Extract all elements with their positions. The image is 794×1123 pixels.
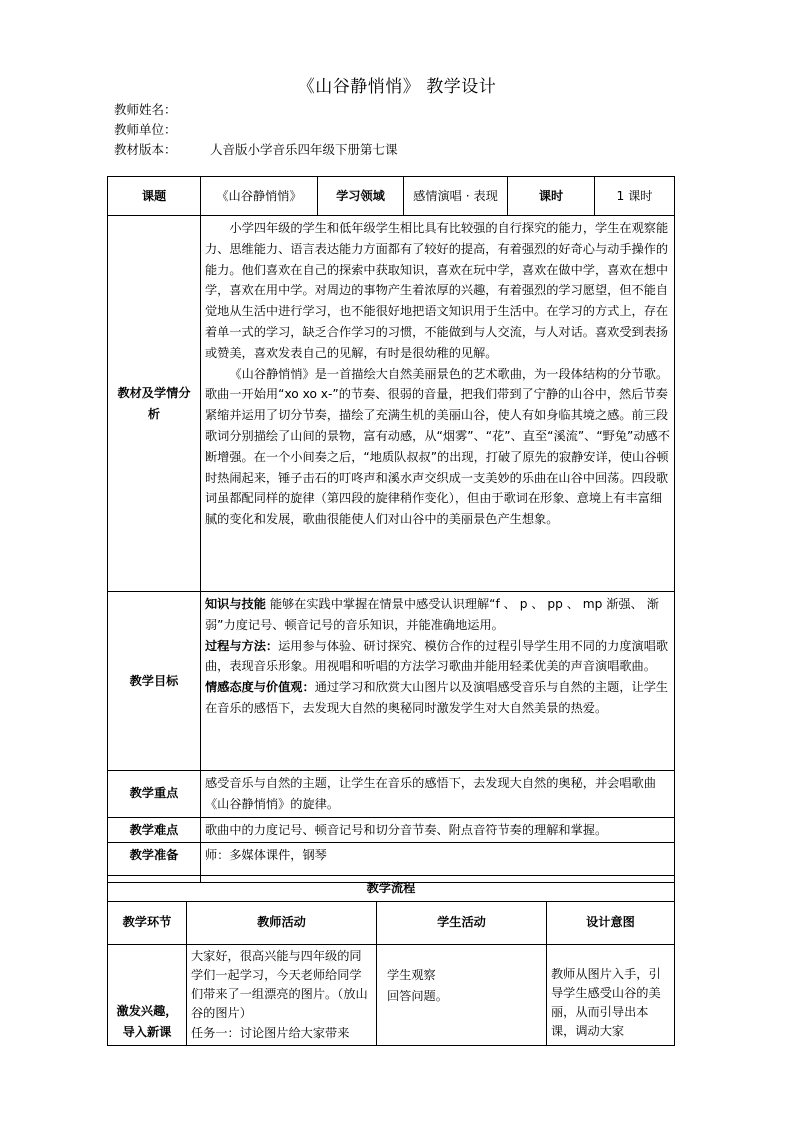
row1-teacher [187,944,377,1045]
goal-knowledge [205,594,670,636]
prep-label: 教学准备 [108,843,201,883]
goal-process-text: 运用参与体验、研讨探究、模仿合作的过程引导学生用不同的力度演唱歌曲，表现音乐形象。用视唱和听唱的方法学习歌曲并能用轻柔优美的声音演唱歌曲。 [205,638,669,674]
goal-attitude [205,677,670,719]
teacher-name-label: 教师姓名： [114,102,177,117]
goal-attitude-lead: 情感态度与价值观： [205,680,315,695]
analysis-paragraph-2: 《山谷静悄悄》是一首描绘大自然美丽景色的艺术歌曲，为一段体结构的分节歌。歌曲一开始用“xo xo x-”的节奏、很弱的音量，把我们带到了宁静的山谷中，然后节奏紧缩并运用了切分节奏，描绘了充满生机的美丽山谷，使人有如身临其境之感。前三段歌词分别描绘了山间的景物，富有动感，从“烟雾”、“花”、直至“溪流”、“野兔”动感不断增强。在一个小间奏之后，“地质队叔叔”的出现，打破了原先的寂静安详，使山谷顿时热闹起来，锤子击石的叮咚声和溪水声交织成一支美妙的乐曲在山谷中回荡。四段歌词虽都配同样的旋律（第四段的旋律稍作变化），但由于歌词在形象、意境上有丰富细腻的变化和发展，歌曲很能使人们对山谷中的美丽景色产生想象。 [205,366,670,527]
difficulty-row [108,817,675,843]
prep-value: 师：多媒体课件，钢琴 [201,843,675,883]
col-stage-header: 教学环节 [108,901,187,944]
period-label: 课时 [508,177,595,216]
row1-teacher-paragraph-1: 大家好，很高兴能与四年级的同学们一起学习，今天老师给同学们带来了一组漂亮的图片。（放山谷的图片） [191,948,368,1021]
row1-teacher-paragraph-2: 任务一：讨论图片给大家带来 [191,1025,350,1040]
row1-student-line-1: 学生观察 [387,967,436,982]
domain-label: 学习领域 [318,177,404,216]
teaching-flow-table [107,875,675,1046]
key-value: 感受音乐与自然的主题，让学生在音乐的感悟下，去发现大自然的奥秘，并会唱歌曲《山谷静悄悄》的旋律。 [201,771,675,818]
textbook-value: 人音版小学音乐四年级下册第七课 [210,142,398,157]
goal-knowledge-text: 能够在实践中掌握在情景中感受认识理解“f 、 p 、 pp 、 mp 渐强、 渐弱”力度记号、顿音记号的音乐知识，并能准确地运用。 [205,597,659,632]
analysis-row [108,216,675,592]
key-label: 教学重点 [108,771,201,818]
flow-header-row [108,901,675,944]
textbook-line [114,140,398,158]
row1-student-line-2: 回答问题。 [387,988,448,1003]
analysis-label: 教材及学情分析 [108,216,201,592]
goal-row [108,592,675,771]
goal-label: 教学目标 [108,592,201,771]
analysis-paragraph-1: 小学四年级的学生和低年级学生相比具有比较强的自行探究的能力，学生在观察能力、思维能力、语言表达能力方面都有了较好的提高，有着强烈的好奇心与动手操作的能力。他们喜欢在自己的探索中获取知识，喜欢在玩中学，喜欢在做中学，喜欢在想中学，喜欢在用中学。对周边的事物产生着浓厚的兴趣，有着强烈的学习愿望，但不能自觉地从生活中进行学习，也不能很好地把语文知识用于生活中。在学习的方式上，存在着单一式的学习，缺乏合作学习的习惯，不能做到与人交流，与人对话。喜欢受到表扬或赞美，喜欢发表自己的见解，有时是很幼稚的见解。 [205,221,669,360]
teacher-name-line [114,100,210,118]
row1-student [377,944,547,1045]
page-title: 《山谷静悄悄》 教学设计 [297,77,497,97]
goal-content [201,592,675,771]
col-intent-header: 设计意图 [547,901,675,944]
goal-attitude-text: 通过学习和欣赏大山图片以及演唱感受音乐与自然的主题，让学生在音乐的感悟下，去发现大自然的奥秘同时激发学生对大自然美景的热爱。 [205,680,669,715]
lesson-info-table [107,176,675,883]
col-teacher-header: 教师活动 [187,901,377,944]
key-row [108,771,675,818]
flow-title-row [108,876,675,902]
topic-label: 课题 [108,177,201,216]
goal-process-lead: 过程与方法： [205,638,279,653]
flow-row-1 [108,944,675,1045]
topic-row [108,177,675,216]
row1-intent: 教师从图片入手，引导学生感受山谷的美丽，从而引导出本课，调动大家 [547,944,675,1045]
domain-value: 感情演唱 · 表现 [404,177,508,216]
textbook-label: 教材版本： [114,142,177,157]
topic-value: 《山谷静悄悄》 [201,177,318,216]
difficulty-value: 歌曲中的力度记号、顿音记号和切分音节奏、附点音符节奏的理解和掌握。 [201,817,675,843]
col-student-header: 学生活动 [377,901,547,944]
period-value: 1 课时 [595,177,675,216]
analysis-content [201,216,675,592]
teacher-unit-label: 教师单位： [114,122,177,137]
flow-title: 教学流程 [108,876,675,902]
difficulty-label: 教学难点 [108,817,201,843]
goal-knowledge-lead: 知识与技能 [205,597,266,611]
row1-stage: 激发兴趣，导入新课 [108,944,187,1045]
teacher-unit-line [114,120,210,138]
goal-process [205,636,670,678]
